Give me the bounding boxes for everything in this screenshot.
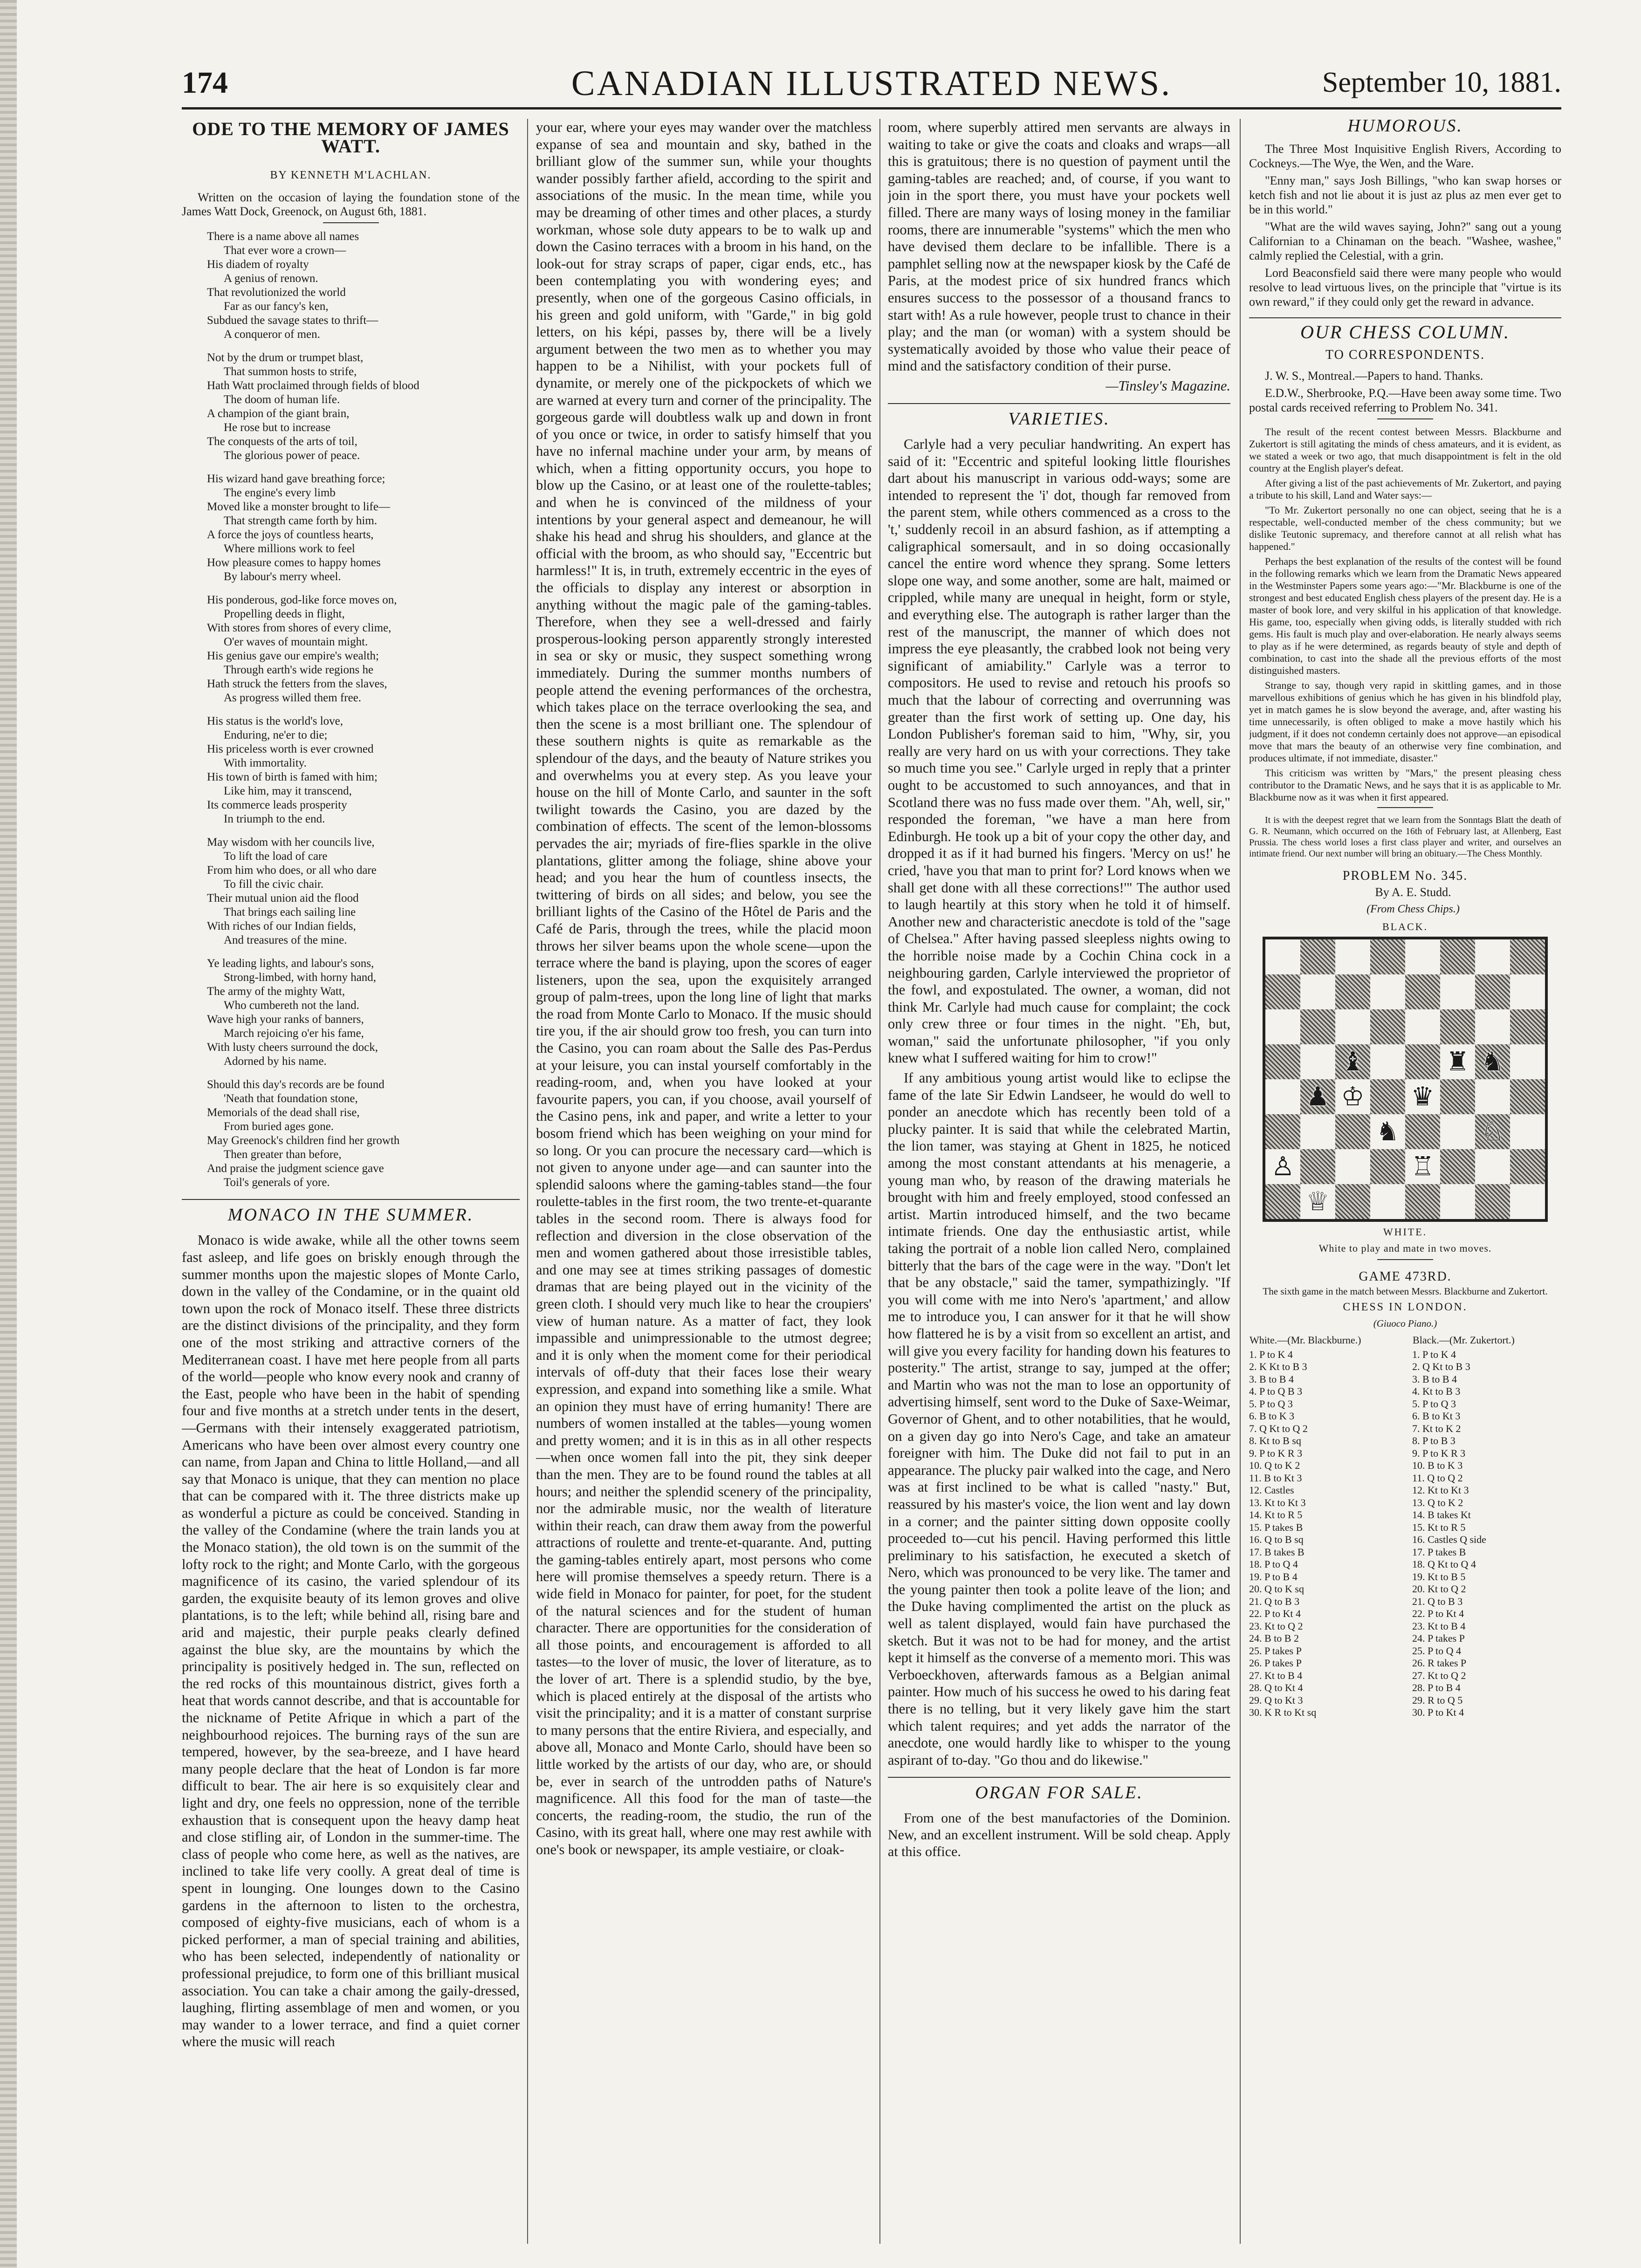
moves-table [1249,1334,1561,1719]
ode-line: A conqueror of men. [224,328,320,341]
chess-paragraph: After giving a list of the past achievements of Mr. Zukertort, and paying a tribute to his skill, Land and Water says:— [1249,477,1561,501]
black-move: 25. P to Q 4 [1412,1644,1461,1657]
move-row [1249,1349,1561,1361]
board-square [1440,939,1475,974]
game-opening: (Giuoco Piano.) [1373,1318,1437,1329]
column-1 [182,119,520,2244]
white-move: 25. P takes P [1249,1644,1302,1657]
board-square [1440,1184,1475,1219]
column-rule [1240,119,1241,2244]
board-square [1510,939,1545,974]
monaco-paragraph: room, where superbly attired men servants are always in waiting to take or give the coats and cloaks and wraps—all this is gratuitous; there is no question of payment until the gaming-tables are reached; and, of course, if you want to join in the sport there, you must have your pockets well filled. There are many ways of losing money in the familiar rooms, there are innumerable "systems" which the men who have devised them declare to be infallible. There is a pamphlet selling now at the newspaper kiosk by the Café de Paris, at the modest price of six hundred francs which ensures success to the possessor of a thousand francs to start with! As a rule however, people trust to chance in their play; and the man (or woman) with a system should be systematically avoided by those who value their peace of mind and the satisfactory condition of their purse. [888,119,1230,374]
white-side-label: WHITE. [1383,1226,1428,1238]
board-square [1510,1044,1545,1079]
board-square [1405,939,1440,974]
white-move: 24. B to B 2 [1249,1632,1299,1644]
chess-paragraph: "To Mr. Zukertort personally no one can object, seeing that he is a respectable, well-conducted member of the chess community; but we dislike Teutonic supremacy, and therefore cannot at all relish what has happened." [1249,504,1561,552]
move-row [1249,1645,1561,1658]
move-row [1249,1509,1561,1521]
black-move: 10. B to K 3 [1412,1459,1463,1471]
board-square [1510,1184,1545,1219]
board-square [1300,1079,1335,1114]
black-knight-icon: ♞ [1481,1046,1504,1077]
white-move: 6. B to K 3 [1249,1410,1295,1422]
board-square [1265,939,1300,974]
black-move: 21. Q to B 3 [1412,1595,1463,1607]
ode-line: That revolutionized the world [207,286,346,299]
ode-byline: BY KENNETH M'LACHLAN. [270,169,432,182]
black-move: 26. R takes P [1412,1657,1467,1669]
ode-line: From buried ages gone. [224,1120,334,1133]
board-square [1405,1079,1440,1114]
newspaper-title: CANADIAN ILLUSTRATED NEWS. [571,64,1172,103]
ode-line: O'er waves of mountain might. [224,635,368,648]
ode-line: That strength came forth by him. [224,514,378,527]
black-rook-icon: ♜ [1446,1046,1469,1077]
chess-paragraph: This criticism was written by "Mars," the present pleasing chess contributor to the Dramatic News, and he says that it is as applicable to Mr. Blackburne now as it was when it first appeared. [1249,767,1561,803]
move-row [1249,1472,1561,1485]
ode-line: That brings each sailing line [224,905,356,918]
ode-line: His diadem of royalty [207,258,309,271]
black-side-label: BLACK. [1382,921,1428,932]
board-square [1475,1044,1510,1079]
black-move: 11. Q to Q 2 [1412,1472,1463,1484]
board-square [1405,1184,1440,1219]
ode-line: To lift the load of care [224,850,328,863]
board-square [1370,939,1405,974]
black-pawn-icon: ♟ [1306,1081,1330,1112]
move-row [1249,1706,1561,1719]
board-square [1335,1149,1370,1184]
white-king-icon: ♔ [1341,1081,1365,1112]
board-square [1300,1114,1335,1149]
ode-line: His genius gave our empire's wealth; [207,649,379,662]
ode-line: A champion of the giant brain, [207,407,350,420]
move-row [1249,1694,1561,1707]
white-move: 22. P to Kt 4 [1249,1608,1301,1619]
humorous-item: "What are the wild waves saying, John?" sang out a young Californian to a Chinaman on the beach. "Washee, washee," calmly replied the Celestial, with a grin. [1249,220,1561,262]
move-row [1249,1373,1561,1386]
board-square [1265,974,1300,1009]
move-row [1249,1484,1561,1497]
board-square [1265,1079,1300,1114]
white-move: 29. Q to Kt 3 [1249,1694,1303,1706]
move-row [1249,1410,1561,1423]
white-move: 21. Q to B 3 [1249,1595,1300,1607]
issue-date: September 10, 1881. [1322,67,1561,98]
black-move: 8. P to B 3 [1412,1435,1456,1446]
ode-line: Should this day's records are be found [207,1078,385,1091]
black-move: 4. Kt to B 3 [1412,1385,1461,1397]
black-move: 19. Kt to B 5 [1412,1570,1466,1583]
correspondent-note: E.D.W., Sherbrooke, P.Q.—Have been away some time. Two postal cards received referring to Problem No. 341. [1249,386,1561,414]
move-row [1249,1435,1561,1447]
varieties-paragraph: Carlyle had a very peculiar handwriting. An expert has said of it: "Eccentric and spiteful looking little flourishes dart about his manuscript in various odd-ways; some are intended to represent the 'i' dot, though far removed from the parent stem, while others commenced as a cross to the 't,' suddenly recoil in an absurd fashion, as if attempting a caligraphical somersault, and in so doing occasionally cancel the entire word whence they sprang. Some letters slope one way, and some another, some are halt, maimed or crippled, while many are unequal in height, form or style, and everything else. The autograph is rather larger than the rest of the manuscript, the manner of which does not impress the eye pleasantly, the crabbed look not being very significant of amiability." Carlyle was a terror to compositors. He used to revise and retouch his proofs so much that the labour of correcting and overrunning was greater than the first work of setting up. One day, his London Publisher's foreman said to him, "Why, sir, you really are very hard on us with your corrections. They take so much time you see." Carlyle urged in reply that a printer ought to be accustomed to such annoyances, and that in Scotland there was no fuss made over them. "Ah, well, sir," responded the foreman, "we have a man here from Edinburgh. He took up a bit of your copy the other day, and dropped it as if it had burned his fingers. 'Mercy on us!' he cried, 'have you that man to print for? Lord knows when we shall get done with all these corrections!'" The author used to laugh heartily at this story when he told it of himself. Another new and characteristic anecdote is told of the "sage of Chelsea." After having passed sleepless nights owing to the horrible noise made by a Cochin China cock in a neighbouring garden, Carlyle interviewed the proprietor of the fowl, and expostulated. The owner, a woman, did not think Mr. Carlyle had much cause for complaint; the cock only crew three or four times in the night. "Eh, but, woman," said the unfortunate philosopher, "if you only knew what I suffered waiting for him to crow!" [888,436,1230,1066]
ode-line: Not by the drum or trumpet blast, [207,351,364,364]
move-row [1249,1521,1561,1534]
move-row [1249,1447,1561,1460]
board-square [1475,939,1510,974]
black-move: 23. Kt to B 4 [1412,1620,1466,1632]
ode-line: Enduring, ne'er to die; [224,728,328,741]
ode-line: His town of birth is famed with him; [207,770,378,783]
black-move: 22. P to Kt 4 [1412,1608,1464,1619]
board-square [1335,1079,1370,1114]
ode-line: May wisdom with her councils live, [207,836,375,849]
white-move: 1. P to K 4 [1249,1348,1293,1360]
white-rook-icon: ♖ [1411,1151,1435,1182]
chess-board [1263,937,1548,1222]
ode-line: His priceless worth is ever crowned [207,742,374,755]
board-square [1370,1184,1405,1219]
board-square [1475,1009,1510,1044]
board-square [1335,1009,1370,1044]
ode-line: There is a name above all names [207,230,359,243]
black-move: 18. Q Kt to Q 4 [1412,1558,1476,1570]
board-square [1510,974,1545,1009]
board-square [1440,1114,1475,1149]
humorous-item: The Three Most Inquisitive English Rivers, According to Cockneys.—The Wye, the Wen, and the Ware. [1249,142,1561,170]
ode-note: Written on the occasion of laying the foundation stone of the James Watt Dock, Greenock, on August 6th, 1881. [182,190,520,218]
board-square [1300,1009,1335,1044]
black-move: 28. P to B 4 [1412,1682,1461,1693]
move-row [1249,1558,1561,1571]
column-4 [1249,119,1561,2244]
black-move: 1. P to K 4 [1412,1348,1456,1360]
board-square [1510,1149,1545,1184]
white-move: 30. K R to Kt sq [1249,1706,1317,1718]
black-queen-icon: ♛ [1411,1081,1435,1112]
divider [1377,807,1433,808]
ode-line: With stores from shores of every clime, [207,621,391,634]
ode-line: Where millions work to feel [224,542,355,555]
ode-line: A force the joys of countless hearts, [207,528,374,541]
ode-stanza [207,836,520,947]
column-2 [536,119,872,2244]
divider [1377,1259,1433,1260]
black-move: 14. B takes Kt [1412,1509,1471,1521]
column-3 [888,119,1230,2244]
ode-line: The glorious power of peace. [224,449,360,462]
ode-line: March rejoicing o'er his fame, [224,1027,364,1040]
ode-line: Through earth's wide regions he [224,663,374,676]
white-move: 10. Q to K 2 [1249,1459,1300,1471]
black-move: 24. P takes P [1412,1632,1465,1644]
black-move: 5. P to Q 3 [1412,1398,1456,1410]
chess-paragraph: The result of the recent contest between Messrs. Blackburne and Zukertort is still agitating the minds of chess amateurs, and it is evident, as we stated a week or two ago, that much disappointment is felt in the old country at the English player's defeat. [1249,426,1561,474]
ode-line: Propelling deeds in flight, [224,607,345,620]
ode-line: The engine's every limb [224,486,336,499]
white-knight-icon: ♘ [1481,1116,1504,1147]
black-move: 16. Castles Q side [1412,1534,1486,1545]
board-square [1475,1184,1510,1219]
move-row [1249,1620,1561,1633]
board-square [1510,1114,1545,1149]
black-bishop-icon: ♝ [1341,1046,1365,1077]
problem-author: By A. E. Studd. [1375,885,1451,899]
ode-line: 'Neath that foundation stone, [224,1092,358,1105]
ode-line: Subdued the savage states to thrift— [207,314,378,327]
ode-stanza [207,593,520,705]
monaco-source: —Tinsley's Magazine. [1105,377,1230,394]
white-header: White.—(Mr. Blackburne.) [1250,1334,1361,1346]
binding-edge [0,0,17,2268]
board-square [1265,1114,1300,1149]
ode-line: With riches of our Indian fields, [207,919,356,932]
ode-line: In triumph to the end. [224,812,325,825]
ode-line: The doom of human life. [224,393,340,406]
correspondent-note: J. W. S., Montreal.—Papers to hand. Thanks. [1265,369,1483,383]
black-knight-icon: ♞ [1376,1116,1400,1147]
white-move: 15. P takes B [1249,1521,1303,1533]
black-move: 20. Kt to Q 2 [1412,1583,1466,1595]
problem-caption: White to play and mate in two moves. [1318,1242,1492,1254]
black-move: 9. P to K R 3 [1412,1447,1466,1459]
board-square [1300,974,1335,1009]
ode-line: A genius of renown. [224,272,318,285]
board-square [1405,1149,1440,1184]
monaco-paragraph: Monaco is wide awake, while all the other towns seem fast asleep, and life goes on briskly enough through the summer months upon the majestic slopes of Monte Carlo, down in the valley of the Condamine, or in the quaint old town upon the rock of Monaco itself. These three districts are the distinct divisions of the principality, and they form one of the most striking and attractive corners of the Mediterranean coast. I have met here people from all parts of the world—people who know every nook and cranny of the East, people who have been in the habit of spending four and five months at a stretch under tents in the desert,—Germans with their intensely exaggerated patriotism, Americans who have been over almost every country one can name, from Japan and China to little Holland,—and all say that Monaco is unique, that they can mention no place that can be compared with it. The three districts make up as wonderful a picture as could be conceived. Standing in the valley of the Condamine (where the train lands you at the Monaco station), the old town is on the summit of the lofty rock to the right; and Monte Carlo, with the gorgeous magnificence of its casino, the varied splendour of its garden, the exquisite beauty of its lemon groves and olive plantations, is to the left; while behind all, rising bare and arid and majestic, their purple peaks clearly defined against the blue sky, are the mountains by which the principality is positively hedged in. The sun, reflected on the red rocks of this mountainous district, gives forth a heat that words cannot describe, and that is accountable for the nickname of Petite Afrique in which a part of the neighbourhood rejoices. The burning rays of the sun are tempered, however, by the sea-breeze, and I have heard many people declare that the heat of London is far more difficult to bear. The air here is so exquisitely clear and light and dry, one feels no oppression, none of the terrible exhaustion that is consequent upon the heavy damp heat and close stifling air, of London in the summer-time. The class of people who come here, as well as the natives, are inclined to take life very coolly. A great deal of time is spent in lounging. One lounges down to the Casino gardens in the afternoon to listen to the orchestra, composed of eighty-five musicians, each of whom is a picked performer, a man of special training and abilities, who has been selected, independently of nationality or professional prejudice, to form one of this brilliant musical association. You can take a chair among the gaily-dressed, laughing, flirting assemblage of men and women, or you may wander to a lower terrace, and find a quiet corner where the music will reach [182,1232,520,2050]
ode-line: His wizard hand gave breathing force; [207,472,385,485]
board-square [1335,1114,1370,1149]
board-square [1440,1149,1475,1184]
move-row [1249,1497,1561,1509]
ode-line: He rose but to increase [224,421,331,434]
black-header: Black.—(Mr. Zukertort.) [1413,1334,1515,1346]
ode-stanza [207,1078,520,1190]
chess-column-title: OUR CHESS COLUMN. [1249,317,1561,339]
white-move: 19. P to B 4 [1249,1570,1298,1583]
white-pawn-icon: ♙ [1271,1151,1295,1182]
black-move: 30. P to Kt 4 [1412,1706,1464,1718]
white-move: 12. Castles [1249,1484,1294,1496]
white-move: 20. Q to K sq [1249,1583,1304,1595]
board-square [1370,1079,1405,1114]
black-move: 7. Kt to K 2 [1412,1422,1461,1434]
board-square [1265,1009,1300,1044]
board-square [1370,1149,1405,1184]
divider [1377,418,1433,419]
divider [323,222,379,223]
white-move: 26. P takes P [1249,1657,1302,1669]
move-row [1249,1632,1561,1645]
game-title: GAME 473RD. [1359,1269,1452,1284]
ode-line: How pleasure comes to happy homes [207,556,381,569]
board-square [1475,1149,1510,1184]
ode-line: To fill the civic chair. [224,877,324,891]
ode-line: Strong-limbed, with horny hand, [224,971,377,984]
board-square [1405,1044,1440,1079]
ode-line: Its commerce leads prosperity [207,798,347,811]
black-move: 17. P takes B [1412,1546,1466,1558]
move-row [1249,1657,1561,1670]
move-row [1249,1361,1561,1373]
black-move: 3. B to B 4 [1412,1373,1457,1385]
board-square [1265,1044,1300,1079]
board-square [1475,974,1510,1009]
correspondents-heading: TO CORRESPONDENTS. [1325,348,1485,362]
white-move: 13. Kt to Kt 3 [1249,1496,1306,1508]
varieties-paragraph: If any ambitious young artist would like to eclipse the fame of the late Sir Edwin Landseer, he would do well to ponder an anecdote which has recently been told of a plucky painter. It is said that while the celebrated Martin, the lion tamer, was staying at Ghent in 1825, he noticed among the most constant attendants at his menagerie, a young man who, by reason of the drawing materials he brought with him and freely employed, stood confessed an artist. Martin introduced himself, and the two became intimate friends. One day the enthusiastic artist, while taking the portrait of a noble lion called Nero, complained bitterly that the bars of the cage were in the way. "Don't let that be any obstacle," said the tamer, sympathizingly. "If you will come with me into Nero's 'apartment,' and allow me to introduce you, I can answer for it that he will show how flattered he is by a visit from so excellent an artist, and will give you every facility for handing down his features to posterity." The artist, strange to say, jumped at the offer; and Martin who was not the man to lose an opportunity of advertising himself, sent word to the Duke of Saxe-Weimar, Governor of Ghent, and to other notabilities, that he would, on a given day go into Nero's Cage, and take an amateur foreigner with him. The Duke did not fail to put in an appearance. The plucky pair walked into the cage, and Nero was at first inclined to be what is called "nasty." But, reassured by his master's voice, the lion went and lay down in a corner; and the painter sitting down opposite coolly proceeded to—cut his pencil. Having performed this little preliminary to his satisfaction, he executed a sketch of Nero, which was pronounced to be very like. The tamer and the young painter then took a polite leave of the lion; and the Duke having complimented the artist on the pluck as well as talent displayed, would fain have purchased the sketch. But it was not to be had for money, and the artist kept it himself as the converse of a memento mori. This was Verboeckhoven, afterwards famous as a Belgian animal painter. How much of his success he owed to his daring feat there is no telling, but it very likely gave him the start which talent requires; and yet adds the narrator of the anecdote, one would hardly like to whisper to the young aspirant of to-day. "Go thou and do likewise." [888,1070,1230,1768]
white-move: 8. Kt to B sq [1249,1435,1301,1446]
game-subtitle: The sixth game in the match between Messrs. Blackburne and Zukertort. [1263,1286,1548,1297]
ode-stanza [207,957,520,1069]
board-square [1440,1044,1475,1079]
ode-line: Hath Watt proclaimed through fields of blood [207,379,419,392]
ode-stanza [207,230,520,342]
ode-stanza [207,472,520,584]
ode-title: ODE TO THE MEMORY OF JAMES WATT. [192,119,509,157]
board-square [1370,1044,1405,1079]
ode-stanza [207,714,520,826]
ode-line: Hath struck the fetters from the slaves, [207,677,387,690]
chess-obituary: It is with the deepest regret that we learn from the Sonntags Blatt the death of G. R. Neumann, which occurred on the 16th of February last, at Allenberg, East Prussia. The chess world loses a first class player and writer, and ourselves an intimate friend. Our next number will bring an obituary.—The Chess Monthly. [1249,815,1561,859]
white-move: 7. Q Kt to Q 2 [1249,1422,1308,1434]
black-move: 13. Q to K 2 [1412,1496,1463,1508]
ode-line: His ponderous, god-like force moves on, [207,593,397,606]
white-move: 9. P to K R 3 [1249,1447,1303,1459]
ode-line: As progress willed them free. [224,691,362,704]
black-move: 29. R to Q 5 [1412,1694,1463,1706]
move-row [1249,1534,1561,1546]
white-move: 17. B takes B [1249,1546,1305,1558]
white-move: 27. Kt to B 4 [1249,1669,1303,1681]
board-square [1335,974,1370,1009]
board-square [1335,939,1370,974]
board-square [1510,1009,1545,1044]
board-square [1335,1184,1370,1219]
black-move: 15. Kt to R 5 [1412,1521,1466,1533]
black-move: 6. B to Kt 3 [1412,1410,1461,1422]
board-square [1475,1114,1510,1149]
board-square [1440,974,1475,1009]
white-move: 18. P to Q 4 [1249,1558,1298,1570]
page-number: 174 [182,66,228,100]
board-square [1300,1184,1335,1219]
board-square [1405,1009,1440,1044]
board-square [1440,1009,1475,1044]
masthead [182,56,1561,110]
move-row [1249,1423,1561,1435]
board-square [1300,1044,1335,1079]
move-row [1249,1385,1561,1398]
board-square [1300,1149,1335,1184]
move-row [1249,1682,1561,1694]
ode-line: His status is the world's love, [207,714,343,727]
ode-line: Their mutual union aid the flood [207,891,359,904]
board-square [1370,1009,1405,1044]
board-square [1370,1114,1405,1149]
ode-stanza [207,351,520,463]
move-row [1249,1546,1561,1559]
column-rule [527,119,528,2244]
ode-line: That ever wore a crown— [224,244,346,257]
white-move: 3. B to B 4 [1249,1373,1294,1385]
white-move: 14. Kt to R 5 [1249,1509,1303,1521]
board-square [1510,1079,1545,1114]
move-row [1249,1459,1561,1472]
ode-line: Toil's generals of yore. [224,1176,330,1189]
move-row [1249,1596,1561,1608]
black-move: 27. Kt to Q 2 [1412,1669,1466,1681]
monaco-title: MONACO IN THE SUMMER. [182,1199,520,1224]
ode-line: Adorned by his name. [224,1055,327,1068]
white-move: 16. Q to B sq [1249,1534,1304,1545]
board-square [1440,1079,1475,1114]
ode-line: May Greenock's children find her growth [207,1134,400,1147]
board-square [1405,1114,1440,1149]
column-rule [879,119,880,2244]
board-square [1265,1149,1300,1184]
problem-title: PROBLEM No. 345. [1342,869,1468,883]
ode-line: The army of the mighty Watt, [207,985,345,998]
problem-source: (From Chess Chips.) [1366,903,1460,915]
ode-line: And treasures of the mine. [224,933,347,946]
organ-title: ORGAN FOR SALE. [888,1777,1230,1802]
ode-line: By labour's merry wheel. [224,570,341,583]
board-square [1475,1079,1510,1114]
board-square [1300,939,1335,974]
white-move: 28. Q to Kt 4 [1249,1682,1303,1693]
move-row [1249,1608,1561,1620]
move-row [1249,1670,1561,1682]
chess-paragraph: Strange to say, though very rapid in skittling games, and in those marvellous exhibitions of genius which he has given in his blindfold play, yet in match games he is slow beyond the average, and, after wasting his time unnecessarily, is often obliged to make a move hastily which his judgment, if it does not condemn certainly does not approve—an episodical move that mars the beauty of an otherwise very fine combination, and produces ultimate, if not immediate, disaster." [1249,679,1561,764]
ode-line: Like him, may it transcend, [224,784,352,797]
ode-line: Then greater than before, [224,1148,342,1161]
white-move: 5. P to Q 3 [1249,1398,1293,1410]
ode-line: With lusty cheers surround the dock, [207,1041,378,1054]
organ-text: From one of the best manufactories of the Dominion. New, and an excellent instrument. Will be sold cheap. Apply at this office. [888,1810,1230,1859]
ode-line: And praise the judgment science gave [207,1162,384,1175]
board-square [1265,1184,1300,1219]
ode-line: Who cumbereth not the land. [224,999,359,1012]
ode-line: Memorials of the dead shall rise, [207,1106,360,1119]
varieties-title: VARIETIES. [888,403,1230,428]
board-square [1405,974,1440,1009]
white-move: 11. B to Kt 3 [1249,1472,1302,1484]
white-queen-icon: ♕ [1306,1186,1330,1217]
ode-line: From him who does, or all who dare [207,863,377,877]
game-location: CHESS IN LONDON. [1343,1301,1468,1313]
black-move: 12. Kt to Kt 3 [1412,1484,1469,1496]
humorous-title: HUMOROUS. [1347,119,1463,136]
move-row [1249,1571,1561,1583]
white-move: 2. K Kt to B 3 [1249,1361,1307,1372]
ode-stanzas [182,230,520,1190]
ode-line: Moved like a monster brought to life— [207,500,390,513]
ode-line: Far as our fancy's ken, [224,300,329,313]
humorous-item: "Enny man," says Josh Billings, "who kan swap horses or ketch fish and not lie about it is just az plus az men ever get to be in this world." [1249,174,1561,216]
white-move: 4. P to Q B 3 [1249,1385,1303,1397]
ode-line: Wave high your ranks of banners, [207,1013,364,1026]
ode-line: Ye leading lights, and labour's sons, [207,957,374,970]
humorous-item: Lord Beaconsfield said there were many people who would resolve to lead virtuous lives, on the principle that "virtue is its own reward," if they could only get the reward in advance. [1249,266,1561,308]
board-square [1370,974,1405,1009]
black-move: 2. Q Kt to B 3 [1412,1361,1470,1372]
monaco-paragraph: your ear, where your eyes may wander over the matchless expanse of sea and mountain and sky, bathed in the brilliant glow of the summer sun, while your thoughts wander possibly farther afield, according to the spirit and associations of the music. In the mean time, while you may be dreaming of other times and other places, a sturdy workman, whose sole duty appears to be to walk up and down the Casino terraces with a broom in his hand, on the look-out for stray scraps of paper, cigar ends, etc., has been contemplating you with wondering eyes; and presently, when one of the gorgeous Casino officials, in his green and gold uniform, with "Garde," in big gold letters, on his képi, passes by, there will be a lively argument between the two men as to whether you may happen to be a Nihilist, with your pockets full of dynamite, or merely one of the pickpockets of which we are warned at every turn and corner of the principality. The gorgeous garde will doubtless walk up and down in front of you once or twice, in order to satisfy himself that you have no infernal machine under your arm, by means of which, when a fitting opportunity occurs, you hope to blow up the Casino, or at least one of the roulette-tables; and when he is convinced of the mildness of your intentions by your general aspect and demeanour, he will shake his head and shrug his shoulders, and glance at the official with the broom, as who should say, "Eccentric but harmless!" It is, in truth, extremely eccentric in the eyes of the officials to display any interest or absorption in anything without the magic pale of the gaming-tables. Therefore, when they see a well-dressed and fairly prosperous-looking person apparently strongly interested in sea or sky or music, they suspect something wrong immediately. During the summer months numbers of people attend the evening performances of the orchestra, which takes place on the terrace overlooking the sea, and then the scene is a most brilliant one. The splendour of these southern nights is quite as remarkable as the splendour of the days, and the beauty of Nature strikes you and overwhelms you at every step. As you leave your house on the hill of Monte Carlo, and saunter in the soft twilight towards the Casino, you are dazed by the combination of effects. The scent of the lemon-blossoms pervades the air; myriads of fire-flies sparkle in the olive plantations, glitter among the foliage, shine above your head; and you hear the hum of countless insects, the twittering of birds on all sides; and below, you see the brilliant lights of the Casino of the Hôtel de Paris and the Café de Paris, through the trees, while the placid moon throws her silver beams upon the whole scene—upon the terrace where the band is playing, upon the scores of eager listeners, upon the sea, upon the exquisitely arranged group of palm-trees, upon the long line of light that marks the road from Monte Carlo to Monaco. If the music should tire you, if the air should grow too fresh, you can turn into the Casino, you can roam about the Salle des Pas-Perdus at your leisure, you can instal yourself comfortably in the reading-room, and, when you have looked at your favourite papers, you can, if you choose, avail yourself of the Casino pens, ink and paper, and write a letter to your bosom friend which has been weighing on your mind for so long. Or you can procure the necessary card—which is not given to anyone under age—and can saunter into the splendid saloons where the gaming-tables stand—the four roulette-tables in the first room, the two trente-et-quarante tables in the second room. There is always food for reflection and diversion in the close observation of the men and women gathered about those irresistible tables, and one may see at times striking passages of domestic dramas that are being played out in the vicinity of the green cloth. I should very much like to hear the croupiers' view of human nature. As a matter of fact, they look impassible and unimpressionable to the utmost degree; and it is only when the moment come for their periodical intervals of off-duty that their faces lose their weary expression, and expand into something like a smile. What an opinion they must have of erring humanity! There are numbers of women installed at the tables—young women and pretty women; and it is in this as in all other respects—when once women fall into the pit, they sink deeper than the men. They are to be found round the tables at all hours; and neither the splendid scenery of the principality, nor the admirable music, nor the wealth of literature within their reach, can draw them away from the powerful attractions of roulette and trente-et-quarante. And, putting the gaming-tables entirely apart, most persons who come here will promise themselves a speedy return. There is a wide field in Monaco for painter, for poet, for the student of the natural sciences and for the student of human character. There are opportunities for the consideration of all those points, and encouragement is afforded to all tastes—to the lover of music, the lover of literature, as to the lover of art. There is a splendid studio, by the bye, which is placed entirely at the disposal of the artists who visit the principality; and it is a matter of constant surprise to many persons that the entire Riviera, and especially, and above all, Monaco and Monte Carlo, should have been so little worked by the artists of our day, who are, or should be, ever in search of the untrodden paths of Nature's magnificence. All this food for the man of taste—the concerts, the reading-room, the studio, the run of the Casino, with its great hall, where one may rest awhile with one's book or newspaper, its ample vestiaire, or cloak- [536,119,872,1857]
white-move: 23. Kt to Q 2 [1249,1620,1303,1632]
ode-line: The conquests of the arts of toil, [207,435,357,448]
move-row [1249,1398,1561,1411]
ode-line: With immortality. [224,756,307,769]
chess-paragraph: Perhaps the best explanation of the results of the contest will be found in the following remarks which we learn from the Dramatic News appeared in the Westminster Papers some years ago:—"Mr. Blackburne is one of the strongest and best educated English chess players of the present day. He is a master of book lore, and very skilful in his application of that knowledge. His game, too, especially when giving odds, is literally studded with rich gems. His fault is much play and over-elaboration. He nearly always seems to play as if he were determined, as regards beauty of style and depth of combination, to cast into the shade all the previous efforts of the most distinguished masters. [1249,555,1561,676]
move-row [1249,1583,1561,1596]
ode-line: That summon hosts to strife, [224,365,357,378]
board-square [1335,1044,1370,1079]
